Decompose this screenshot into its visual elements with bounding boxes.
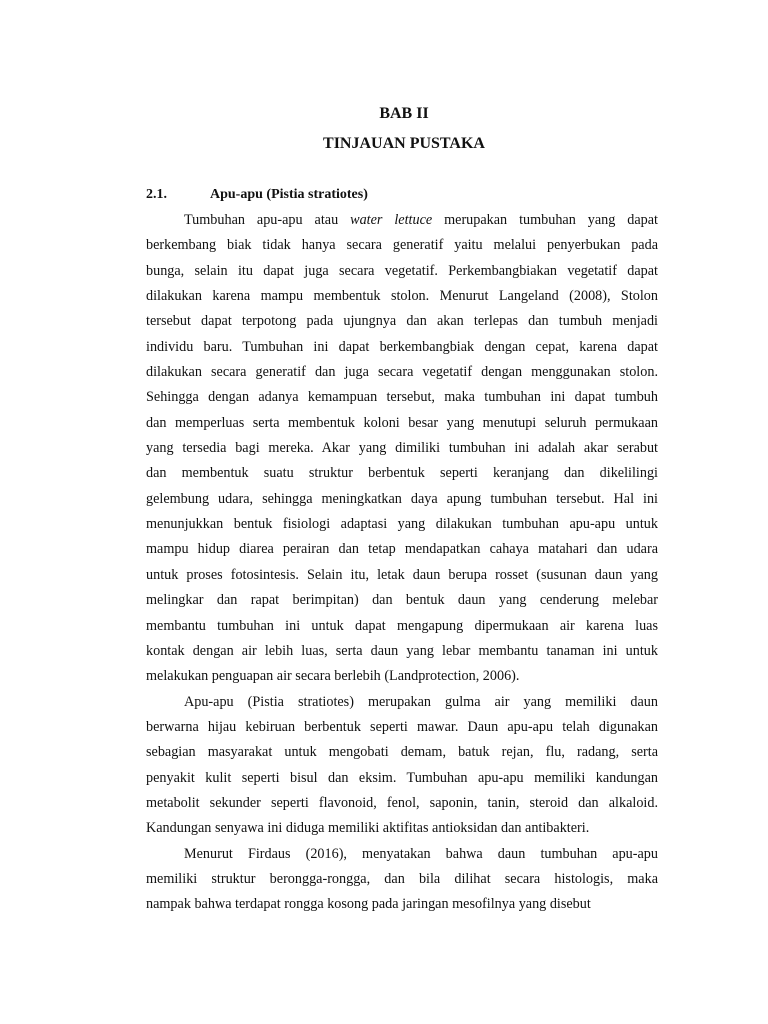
text-line: penyakit kulit seperti bisul dan eksim. Tumbuhan apu-apu memiliki kandungan: [146, 769, 658, 786]
paragraph: [146, 208, 658, 690]
text-line: Menurut Firdaus (2016), menyatakan bahwa daun tumbuhan apu-apu: [184, 845, 658, 862]
text-line: gelembung udara, sehingga meningkatkan daya apung tumbuhan tersebut. Hal ini: [146, 490, 658, 507]
text-line: nampak bahwa terdapat rongga kosong pada jaringan mesofilnya yang disebut: [146, 896, 591, 913]
text-line: bunga, selain itu dapat juga secara vegetatif. Perkembangbiakan vegetatif dapat: [146, 262, 658, 279]
text-line: metabolit sekunder seperti flavonoid, fenol, saponin, tanin, steroid dan alkaloid.: [146, 794, 658, 811]
chapter-title: TINJAUAN PUSTAKA: [323, 135, 485, 152]
text-line: dilakukan karena mampu membentuk stolon. Menurut Langeland (2008), Stolon: [146, 288, 658, 305]
text-line: menunjukkan bentuk fisiologi adaptasi yang dilakukan tumbuhan apu-apu untuk: [146, 516, 658, 533]
text-line: mampu hidup diarea perairan dan tetap mendapatkan cahaya matahari dan udara: [146, 541, 658, 558]
text-line: dan membentuk suatu struktur berbentuk seperti keranjang dan dikelilingi: [146, 465, 658, 482]
section-number: 2.1.: [146, 187, 167, 202]
text-line: dan memperluas serta membentuk koloni besar yang menutupi seluruh permukaan: [146, 414, 658, 431]
text-segment: merupakan tumbuhan yang dapat: [432, 212, 659, 228]
italic-term: water lettuce: [350, 212, 433, 228]
paragraph: [146, 690, 658, 842]
text-line: melakukan penguapan air secara berlebih (Landprotection, 2006).: [146, 668, 520, 685]
text-line: melingkar dan rapat berimpitan) dan bentuk daun yang cenderung melebar: [146, 592, 658, 609]
text-line: Sehingga dengan adanya kemampuan tersebut, maka tumbuhan ini dapat tumbuh: [146, 389, 658, 406]
text-line: memiliki struktur berongga-rongga, dan bila dilihat secara histologis, maka: [146, 870, 658, 887]
text-line: [146, 208, 658, 233]
text-line: yang tersedia bagi mereka. Akar yang dimiliki tumbuhan ini adalah akar serabut: [146, 440, 658, 457]
text-line: membantu tumbuhan ini untuk dapat mengapung dipermukaan air karena luas: [146, 617, 658, 634]
text-line: untuk proses fotosintesis. Selain itu, letak daun berupa rosset (susunan daun yang: [146, 566, 658, 583]
text-line: Kandungan senyawa ini diduga memiliki aktifitas antioksidan dan antibakteri.: [146, 820, 590, 837]
body-text: [146, 208, 658, 918]
text-line: berkembang biak tidak hanya secara generatif yaitu melalui penyerbukan pada: [146, 237, 658, 254]
text-segment: Tumbuhan apu-apu atau: [184, 212, 351, 228]
text-line: dilakukan secara generatif dan juga secara vegetatif dengan menggunakan stolon.: [146, 364, 658, 381]
text-line: individu baru. Tumbuhan ini dapat berkembangbiak dengan cepat, karena dapat: [146, 338, 658, 355]
text-line: tersebut dapat terpotong pada ujungnya dan akan terlepas dan tumbuh menjadi: [146, 313, 658, 330]
chapter-number: BAB II: [379, 105, 429, 122]
text-line: sebagian masyarakat untuk mengobati demam, batuk rejan, flu, radang, serta: [146, 744, 658, 761]
text-line: berwarna hijau kebiruan berbentuk seperti mawar. Daun apu-apu telah digunakan: [146, 718, 658, 735]
section-heading: [146, 185, 368, 205]
text-line: Apu-apu (Pistia stratiotes) merupakan gulma air yang memiliki daun: [184, 693, 658, 710]
text-line: kontak dengan air lebih luas, serta daun yang lebar membantu tanaman ini untuk: [146, 642, 658, 659]
section-title: Apu-apu (Pistia stratiotes): [210, 187, 368, 202]
paragraph: [146, 842, 658, 918]
